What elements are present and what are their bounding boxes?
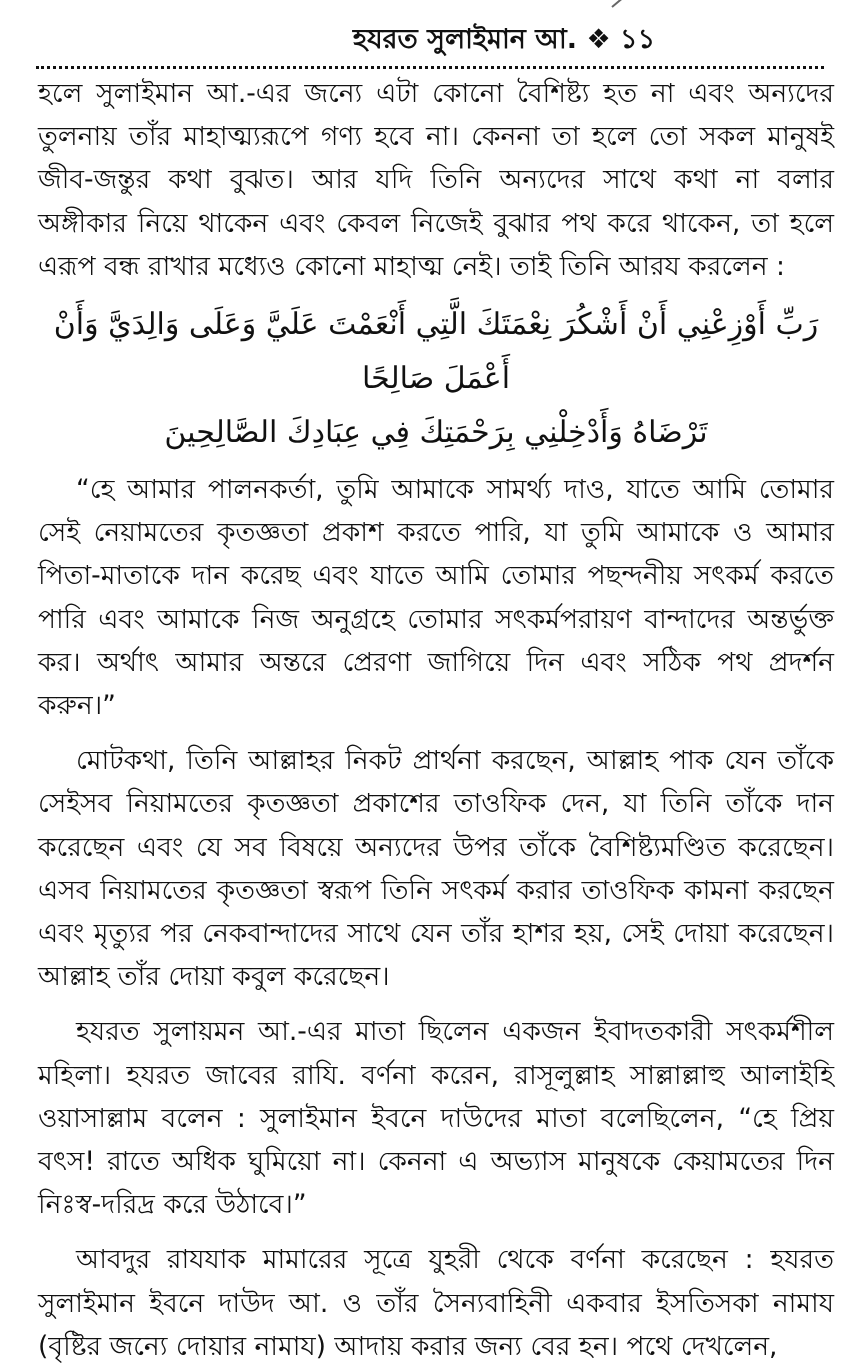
running-header: হযরত সুলাইমান আ. ❖ ১১ [352,24,656,55]
paragraph-4: হযরত সুলায়মন আ.-এর মাতা ছিলেন একজন ইবাদতকারী সৎকর্মশীল মহিলা। হযরত জাবের রাযি. বর্ণনা করেন, রাসূলুল্লাহ সাল্লাল্লাহু আলাইহি ওয়াসাল্লাম বলেন : সুলাইমান ইবনে দাউদের মাতা বলেছিলেন, “হে প্রিয় বৎস! রাতে অধিক ঘুমিয়ো না। কেননা এ অভ্যাস মানুষকে কেয়ামতের দিন নিঃস্ব-দরিদ্র করে উঠাবে।” [38,1016,834,1221]
page-body [38,72,834,1368]
header-divider [36,66,824,69]
arabic-verse [38,298,834,460]
paragraph-1: হলে সুলাইমান আ.-এর জন্যে এটা কোনো বৈশিষ্ট্য হত না এবং অন্যদের তুলনায় তাঁর মাহাত্ম্যরূপে গণ্য হবে না। কেননা তা হলে তো সকল মানুষই জীব-জন্তুর কথা বুঝত। আর যদি তিনি অন্যদের সাথে কথা না বলার অঙ্গীকার নিয়ে থাকেন এবং কেবল নিজেই বুঝার পথ করে থাকেন, তা হলে এরূপ বন্ধ রাখার মধ্যেও কোনো মাহাত্ম নেই। তাই তিনি আরয করলেন : [38,78,834,282]
pen-mark [611,0,666,8]
paragraph-2: “হে আমার পালনকর্তা, তুমি আমাকে সামর্থ্য দাও, যাতে আমি তোমার সেই নেয়ামতের কৃতজ্ঞতা প্রকাশ করতে পারি, যা তুমি আমাকে ও আমার পিতা-মাতাকে দান করেছ এবং যাতে আমি তোমার পছন্দনীয় সৎকর্ম করতে পারি এবং আমাকে নিজ অনুগ্রহে তোমার সৎকর্মপরায়ণ বান্দাদের অন্তর্ভুক্ত কর। অর্থাৎ আমার অন্তরে প্রেরণা জাগিয়ে দিন এবং সঠিক পথ প্রদর্শন করুন।” [38,474,834,722]
arabic-verse-line-2: تَرْضَاهُ وَأَدْخِلْنِي بِرَحْمَتِكَ فِي عِبَادِكَ الصَّالِحِينَ [164,415,708,451]
paragraph-3: মোটকথা, তিনি আল্লাহর নিকট প্রার্থনা করছেন, আল্লাহ পাক যেন তাঁকে সেইসব নিয়ামতের কৃতজ্ঞতা প্রকাশের তাওফিক দেন, যা তিনি তাঁকে দান করেছেন এবং যে সব বিষয়ে অন্যদের উপর তাঁকে বৈশিষ্ট্যমণ্ডিত করেছেন। এসব নিয়ামতের কৃতজ্ঞতা স্বরূপ তিনি সৎকর্ম করার তাওফিক কামনা করছেন এবং মৃত্যুর পর নেকবান্দাদের সাথে যেন তাঁর হাশর হয়, সেই দোয়া করেছেন। আল্লাহ তাঁর দোয়া কবুল করেছেন। [38,745,834,993]
paragraph-5: আবদুর রাযযাক মামারের সূত্রে যুহরী থেকে বর্ণনা করেছেন : হযরত সুলাইমান ইবনে দাউদ আ. ও তাঁর সৈন্যবাহিনী একবার ইসতিসকা নামায (বৃষ্টির জন্যে দোয়ার নামায) আদায় করার জন্য বের হন। পথে দেখলেন, [38,1244,834,1362]
arabic-verse-line-1: رَبِّ أَوْزِعْنِي أَنْ أَشْكُرَ نِعْمَتَكَ الَّتِي أَنْعَمْتَ عَلَيَّ وَعَلَى وَالِدَيَّ وَأَنْ أَعْمَلَ صَالِحًا [53,307,819,397]
